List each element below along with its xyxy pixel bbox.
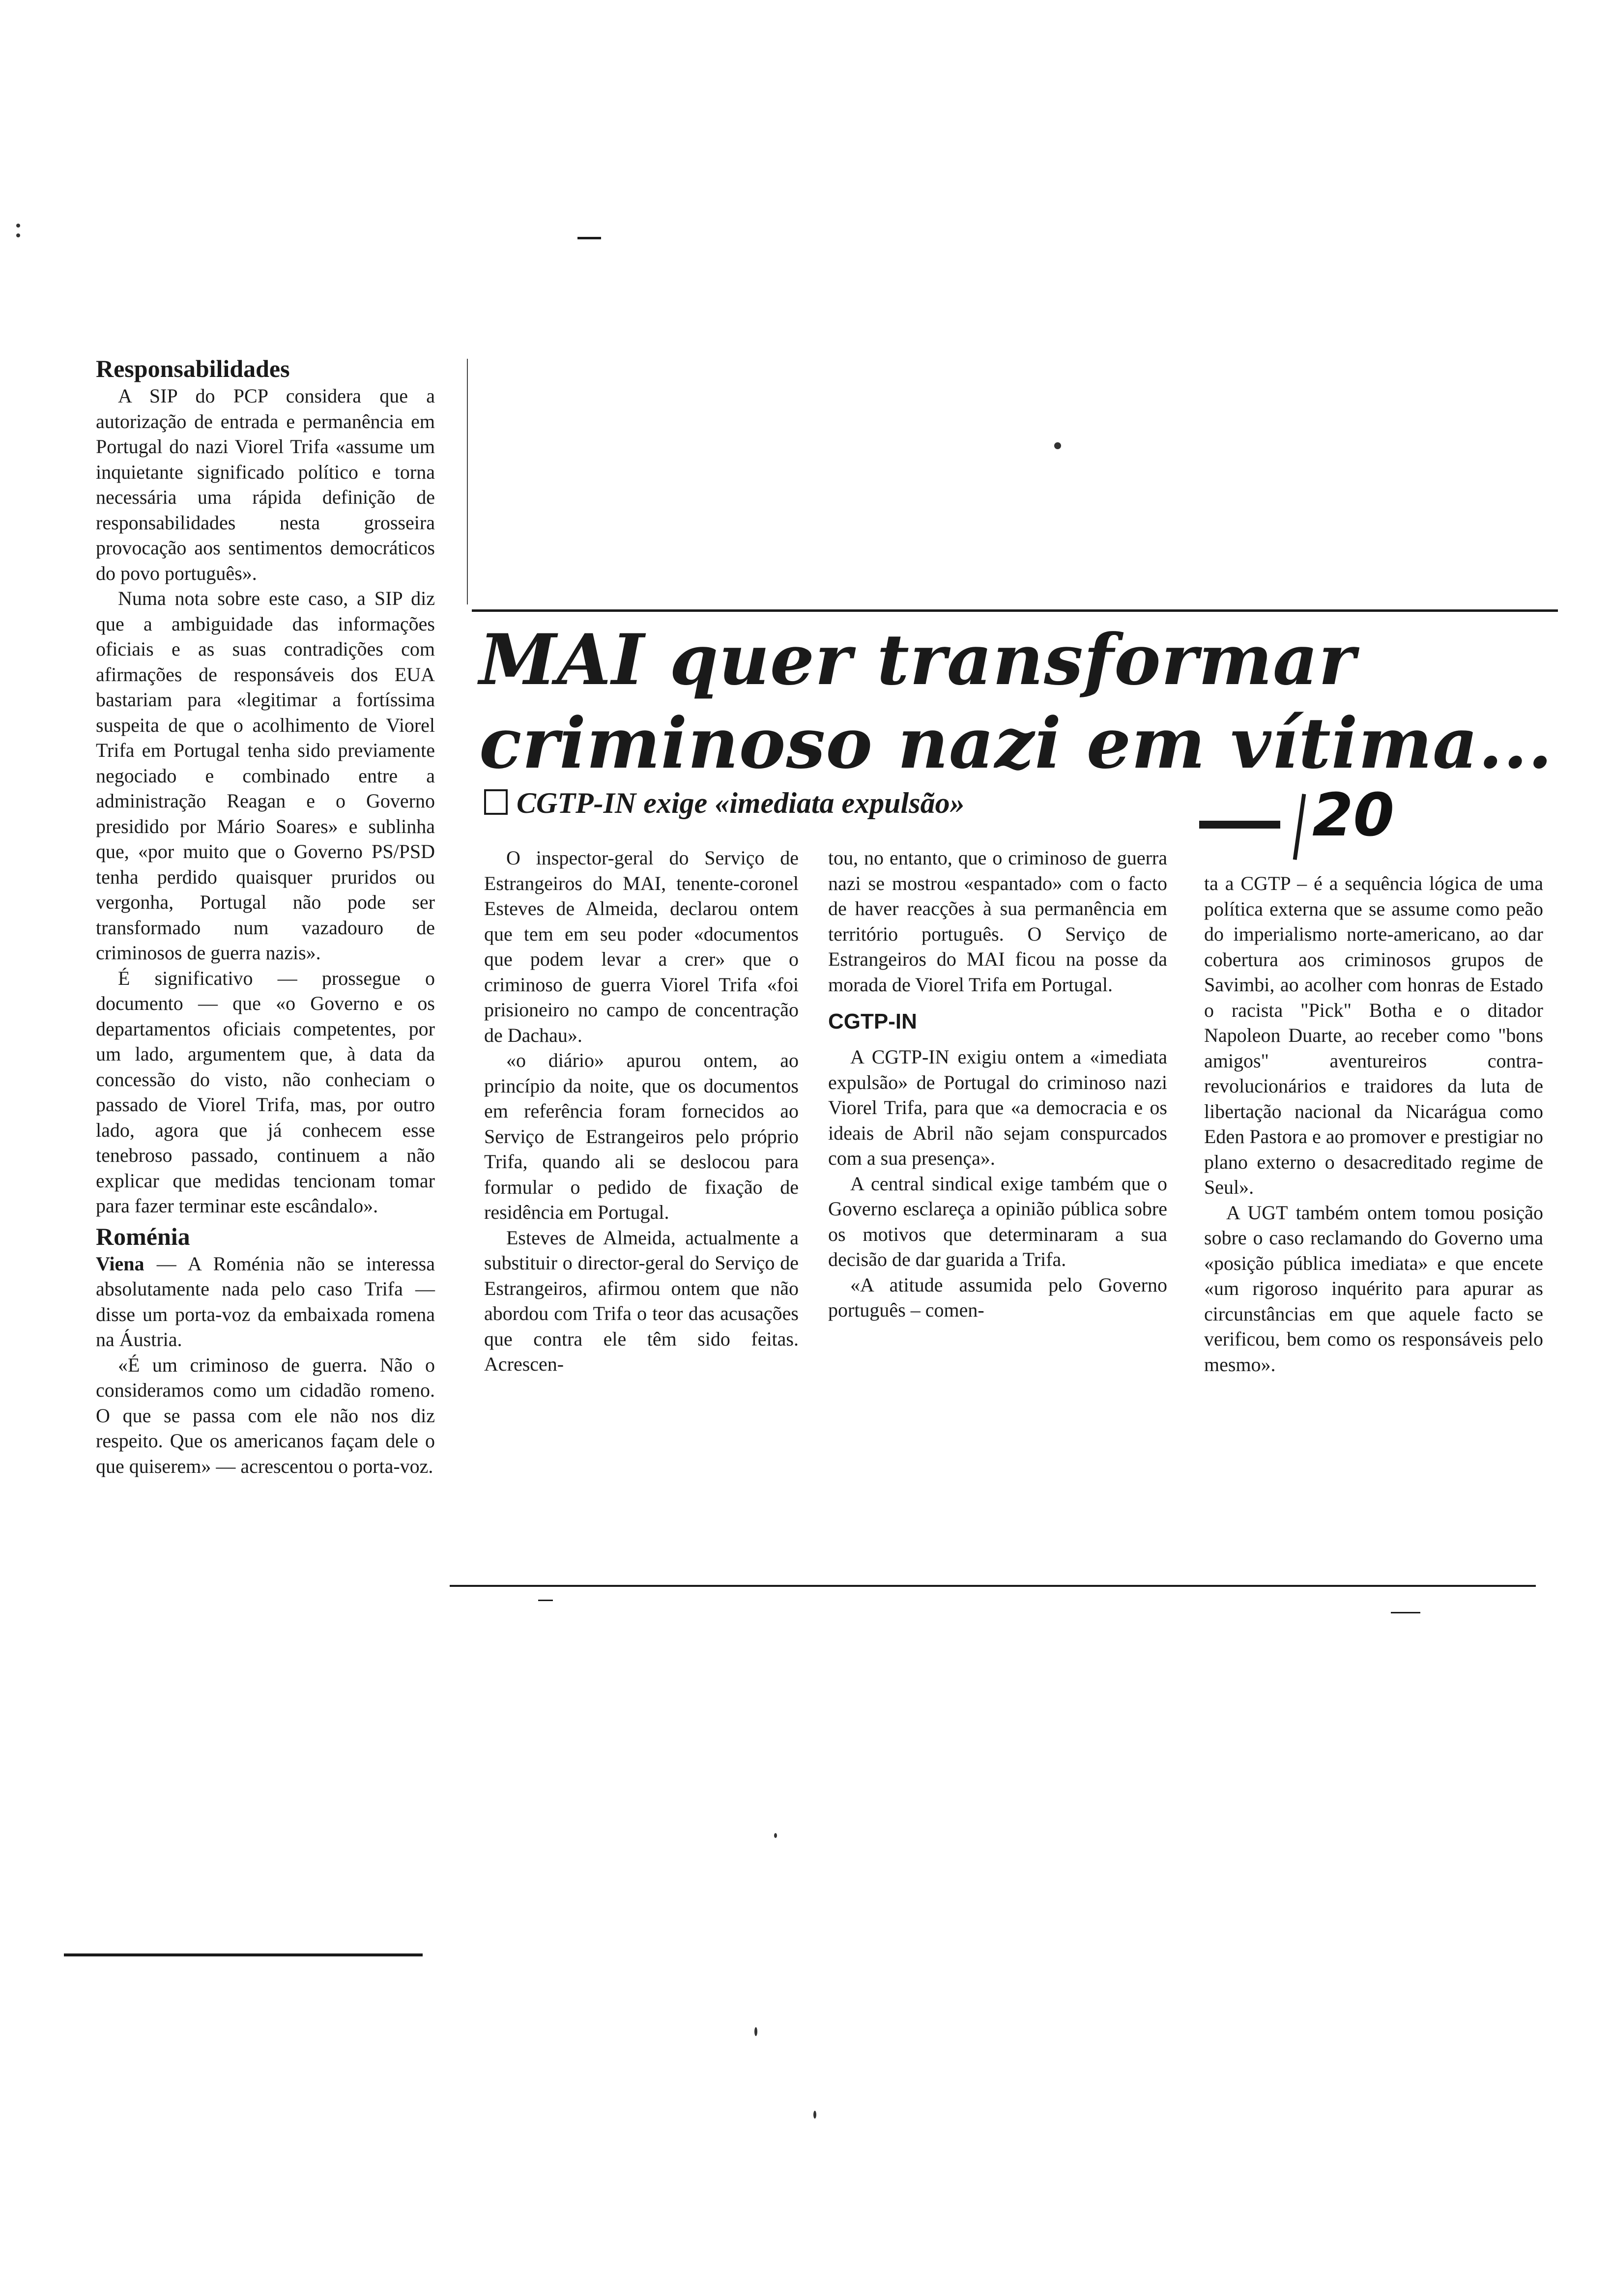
scan-speck: [16, 224, 20, 228]
headline-line-2: criminoso nazi em vítima...: [479, 703, 1553, 784]
article-column-1-paragraphs: [484, 845, 799, 1377]
article-bottom-rule: [450, 1585, 1536, 1587]
square-bullet-icon: [484, 789, 508, 815]
paragraph: É significativo — prossegue o documento — que «o Governo e os departamentos oficiais competentes, por um lado, argumentem que, à data da concessão do visto, não conheciam o passado de Viorel Trifa, mas, por outro lado, agora que já conhecem esse tenebroso passado, continuem a não explicar que medidas tencionam tomar para fazer terminar este escândalo».: [96, 967, 435, 1217]
scan-speck: [16, 233, 20, 237]
heading-romenia: Roménia: [96, 1222, 190, 1250]
left-column-paragraphs: [96, 383, 435, 1219]
paragraph: Esteves de Almeida, actualmente a substituir o director-geral do Serviço de Estrangeiros, afirmou ontem que não abordou com Trifa o teor das acusações que contra ele têm sido feitas. Acrescen-: [484, 1226, 799, 1375]
handwritten-mark: 20: [1312, 781, 1394, 850]
left-vertical-divider: [467, 359, 468, 604]
scan-mark: [538, 1600, 553, 1601]
paragraph: ta a CGTP – é a sequência lógica de uma política externa que se assume como peão do imperialismo norte-americano, ao dar cobertura aos criminosos grupos de Savimbi, ao acolher com honras de Estado o racista "Pick" Botha e o ditador Napoleon Duarte, ao receber como "bons amigos" aventureiros contra-revolucionários e traidores da luta de libertação nacional da Nicarágua como Eden Pastora e ao promover e prestigiar no plano externo o desacreditado regime de Seul».: [1204, 872, 1543, 1198]
left-column-bottom-rule: [64, 1953, 423, 1956]
heading-cgtp-in: CGTP-IN: [828, 1009, 917, 1033]
paragraph: «A atitude assumida pelo Governo português – comen-: [828, 1273, 1167, 1321]
article-column-3: [1204, 871, 1543, 1377]
scan-speck: [1054, 442, 1061, 449]
scan-mark: [1391, 1612, 1420, 1613]
handwritten-slash: [1293, 794, 1306, 860]
dateline-viena: Viena: [96, 1252, 144, 1275]
headline-top-rule: [472, 609, 1558, 612]
subheadline-text: CGTP-IN exige «imediata expulsão»: [517, 787, 965, 819]
scan-speck: [813, 2111, 816, 2119]
scan-speck: [754, 2027, 757, 2036]
article-column-2-top-paragraphs: [828, 845, 1167, 997]
article-column-1: [484, 845, 799, 1377]
handwritten-dash: [1199, 821, 1280, 829]
subheadline: [484, 786, 965, 820]
romenia-lead-text: — A Roménia não se interessa absolutamente nada pelo caso Trifa — disse um porta-voz da embaixada romena na Áustria.: [96, 1252, 435, 1350]
article-column-2: [828, 845, 1167, 1323]
scan-mark-top: [577, 237, 601, 239]
paragraph: Numa nota sobre este caso, a SIP diz que a ambiguidade das informações oficiais e as suas contradições com afirmações de responsáveis dos EUA bastariam para «legitimar a fortíssima suspeita de que o acolhimento de Viorel Trifa em Portugal tenha sido previamente negociado e combinado entre a administração Reagan e o Governo presidido por Mário Soares» e sublinha que, «por muito que o Governo PS/PSD tenha perdido quaisquer pruridos ou vergonha, Portugal não pode ser transformado num vazadouro de criminosos de guerra nazis».: [96, 587, 435, 964]
paragraph: A SIP do PCP considera que a autorização de entrada e permanência em Portugal do nazi Viorel Trifa «assume um inquietante significado político e torna necessária uma rápida definição de responsabilidades nesta grosseira provocação aos sentimentos democráticos do povo português».: [96, 385, 435, 584]
paragraph: A central sindical exige também que o Governo esclareça a opinião pública sobre os motivos que determinaram a sua decisão de dar guarida a Trifa.: [828, 1172, 1167, 1270]
paragraph: O inspector-geral do Serviço de Estrangeiros do MAI, tenente-coronel Esteves de Almeida, declarou ontem que tem em seu poder «documentos que podem levar a crer» que o criminoso de guerra Viorel Trifa «foi prisioneiro no campo de concentração de Dachau».: [484, 847, 799, 1046]
article-column-2-bottom-paragraphs: [828, 1044, 1167, 1323]
paragraph: tou, no entanto, que o criminoso de guerra nazi se mostrou «espantado» com o facto de haver reacções à sua permanência em território português. O Serviço de Estrangeiros do MAI ficou na posse da morada de Viorel Trifa em Portugal.: [828, 847, 1167, 996]
romenia-quote: «É um criminoso de guerra. Não o consideramos como um cidadão romeno. O que se passa com ele não nos diz respeito. Que os americanos façam dele o que quiserem» — acrescentou o porta-voz.: [96, 1353, 435, 1477]
article-column-3-paragraphs: [1204, 871, 1543, 1377]
romenia-paragraph: [96, 1251, 435, 1352]
paragraph: A CGTP-IN exigiu ontem a «imediata expulsão» de Portugal do criminoso nazi Viorel Trifa, para que «a democracia e os ideais de Abril não sejam conspurcados com a sua presença».: [828, 1046, 1167, 1169]
left-column: [96, 354, 435, 1479]
scan-speck: [774, 1833, 777, 1838]
heading-responsabilidades: Responsabilidades: [96, 355, 290, 382]
paragraph: «o diário» apurou ontem, ao princípio da noite, que os documentos em referência foram fornecidos ao Serviço de Estrangeiros pelo próprio Trifa, quando ali se deslocou para formular o pedido de fixação de residência em Portugal.: [484, 1049, 799, 1223]
paragraph: A UGT também ontem tomou posição sobre o caso reclamando do Governo uma «posição pública imediata» e que encete «um rigoroso inquérito para apurar as circunstâncias em que aquele facto se verificou, bem como os responsáveis pelo mesmo».: [1204, 1201, 1543, 1376]
headline-line-1: MAI quer transformar: [479, 619, 1356, 701]
